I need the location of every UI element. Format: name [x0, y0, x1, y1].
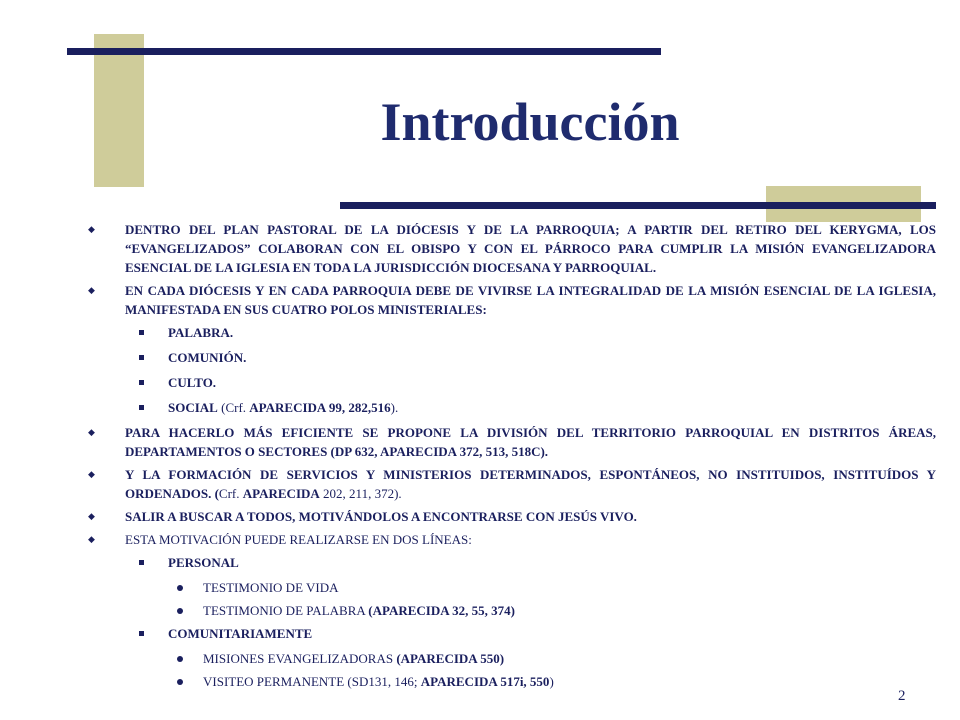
citation-suffix: ).: [390, 400, 399, 415]
citation-ref: (APARECIDA 32, 55, 374): [368, 603, 516, 618]
diamond-bullet-icon: ◆: [88, 224, 95, 234]
page-number: 2: [898, 688, 906, 704]
bullet-item: [88, 423, 936, 461]
slide-body: [88, 220, 936, 695]
sub-bullet-text: COMUNIÓN.: [168, 350, 247, 365]
sub-bullet-text: COMUNITARIAMENTE: [168, 626, 313, 641]
square-bullet-icon: [139, 355, 144, 360]
citation-suffix: ): [549, 674, 554, 689]
sub-bullet-item: [88, 624, 936, 643]
slide-title: Introducción: [380, 92, 680, 152]
tan-accent-block-top: [94, 34, 144, 187]
diamond-bullet-icon: ◆: [88, 469, 95, 479]
sub-sub-bullet-item: [88, 601, 936, 620]
bullet-text: Y LA FORMACIÓN DE SERVICIOS Y MINISTERIOS DETERMINADOS, ESPONTÁNEOS, NO INSTITUIDOS, INSTITUÍDOS Y ORDENADOS. (: [125, 467, 936, 501]
title-rule-bottom: [340, 202, 936, 209]
square-bullet-icon: [139, 560, 144, 565]
sub-bullet-item: [88, 373, 936, 392]
sub-sub-bullet-text: TESTIMONIO DE PALABRA: [203, 603, 369, 618]
bullet-text: PARA HACERLO MÁS EFICIENTE SE PROPONE LA DIVISIÓN DEL TERRITORIO PARROQUIAL EN DISTRITOS ÁREAS, DEPARTAMENTOS O SECTORES (DP 632, APARECIDA 372, 513, 518C).: [125, 425, 936, 459]
citation-ref: (APARECIDA 550): [396, 651, 505, 666]
sub-sub-bullet-text: VISITEO PERMANENTE (SD131, 146;: [203, 674, 421, 689]
sub-sub-bullet-text: TESTIMONIO DE VIDA: [203, 580, 339, 595]
square-bullet-icon: [139, 380, 144, 385]
citation-prefix: Crf.: [218, 486, 243, 501]
bullet-item: [88, 281, 936, 319]
sub-sub-bullet-item: [88, 672, 936, 691]
square-bullet-icon: [139, 330, 144, 335]
diamond-bullet-icon: ◆: [88, 534, 95, 544]
sub-bullet-text: PALABRA.: [168, 325, 234, 340]
citation-ref: APARECIDA: [242, 486, 320, 501]
dot-bullet-icon: [177, 585, 183, 591]
sub-bullet-item: [88, 553, 936, 572]
bullet-item: [88, 220, 936, 277]
sub-sub-bullet-item: [88, 578, 936, 597]
sub-bullet-item: [88, 398, 936, 417]
dot-bullet-icon: [177, 608, 183, 614]
square-bullet-icon: [139, 405, 144, 410]
sub-bullet-text: SOCIAL: [168, 400, 218, 415]
sub-bullet-text: PERSONAL: [168, 555, 239, 570]
sub-sub-bullet-item: [88, 649, 936, 668]
sub-bullet-item: [88, 348, 936, 367]
diamond-bullet-icon: ◆: [88, 427, 95, 437]
sub-bullet-text: CULTO.: [168, 375, 217, 390]
citation-ref: APARECIDA 99, 282,516: [249, 400, 391, 415]
sub-bullet-item: [88, 323, 936, 342]
citation-suffix: 202, 211, 372).: [319, 486, 402, 501]
citation-prefix: (Crf.: [217, 400, 250, 415]
bullet-text: DENTRO DEL PLAN PASTORAL DE LA DIÓCESIS Y DE LA PARROQUIA; A PARTIR DEL RETIRO DEL KERYGMA, LOS “EVANGELIZADOS” COLABORAN CON EL OBISPO Y CON EL PÁRROCO PARA CUMPLIR LA MISIÓN EVANGELIZADORA ESENCIAL DE LA IGLESIA EN TODA LA JURISDICCIÓN DIOCESANA Y PARROQUIAL.: [125, 222, 936, 275]
bullet-item: [88, 465, 936, 503]
dot-bullet-icon: [177, 656, 183, 662]
title-rule-top: [67, 48, 661, 55]
bullet-item: [88, 530, 936, 549]
bullet-text: EN CADA DIÓCESIS Y EN CADA PARROQUIA DEBE DE VIVIRSE LA INTEGRALIDAD DE LA MISIÓN ESENCIAL DE LA IGLESIA, MANIFESTADA EN SUS CUATRO POLOS MINISTERIALES:: [125, 283, 936, 317]
sub-sub-bullet-text: MISIONES EVANGELIZADORAS: [203, 651, 397, 666]
diamond-bullet-icon: ◆: [88, 511, 95, 521]
dot-bullet-icon: [177, 679, 183, 685]
bullet-text: ESTA MOTIVACIÓN PUEDE REALIZARSE EN DOS LÍNEAS:: [125, 532, 472, 547]
bullet-text: SALIR A BUSCAR A TODOS, MOTIVÁNDOLOS A ENCONTRARSE CON JESÚS VIVO.: [125, 509, 637, 524]
diamond-bullet-icon: ◆: [88, 285, 95, 295]
bullet-item: [88, 507, 936, 526]
square-bullet-icon: [139, 631, 144, 636]
citation-ref: APARECIDA 517i, 550: [420, 674, 550, 689]
